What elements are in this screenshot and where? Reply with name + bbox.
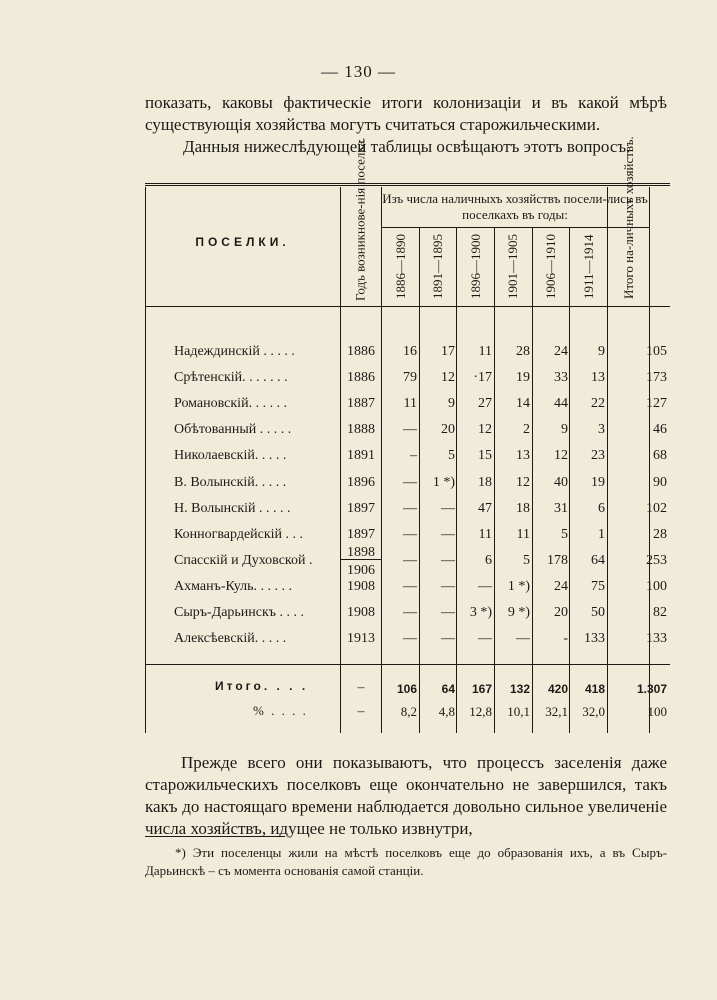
header-period: 1896—1900 bbox=[468, 234, 483, 299]
households-count: 11 bbox=[403, 396, 417, 412]
households-count: 12 bbox=[554, 448, 568, 464]
settlement-name: Спасскій и Духовской . bbox=[174, 552, 313, 568]
households-count: 79 bbox=[403, 370, 417, 386]
households-total: 68 bbox=[653, 448, 667, 464]
households-count: 33 bbox=[554, 370, 568, 386]
households-total: 173 bbox=[646, 370, 667, 386]
households-count: 3 *) bbox=[469, 605, 492, 620]
households-count: 13 bbox=[516, 448, 530, 464]
households-count: — bbox=[516, 631, 530, 647]
households-count: 28 bbox=[516, 344, 530, 359]
households-count: 9 bbox=[561, 422, 568, 438]
footnote-text: *) Эти поселенцы жили на мѣстѣ поселковъ еще до образованія ихъ, а въ Сыръ-Дарьинскѣ – съ момента основанія самой станціи. bbox=[145, 845, 667, 878]
households-count: 9 *) bbox=[507, 605, 530, 620]
header-year: Годъ возникнове-нія поселка. bbox=[352, 137, 368, 301]
header-period: 1906—1910 bbox=[543, 234, 558, 299]
households-count: 1 *) bbox=[507, 578, 530, 594]
settlement-year: 1896 bbox=[347, 474, 375, 490]
households-count: 12 bbox=[516, 474, 530, 490]
settlement-year: 1906 bbox=[347, 562, 375, 578]
households-count: — bbox=[441, 526, 455, 542]
percent-value: 32,1 bbox=[545, 704, 568, 719]
percent-year: – bbox=[357, 704, 365, 719]
totals-count: 64 bbox=[441, 682, 455, 696]
households-count: 24 bbox=[554, 344, 568, 359]
households-count: — bbox=[441, 578, 455, 594]
header-settlements: ПОСЕЛКИ. bbox=[195, 235, 290, 249]
settlement-year: 1908 bbox=[347, 605, 375, 620]
header-period: 1891—1895 bbox=[430, 234, 445, 299]
settlement-year: 1887 bbox=[347, 396, 375, 412]
percent-value: 10,1 bbox=[507, 704, 530, 719]
column-divider bbox=[607, 187, 608, 733]
header-period: 1901—1905 bbox=[505, 234, 520, 299]
percent-label: % . . . . bbox=[253, 703, 308, 718]
households-count: — bbox=[403, 605, 417, 620]
households-count: ·17 bbox=[473, 370, 492, 386]
column-divider bbox=[340, 187, 341, 733]
settlement-year: 1897 bbox=[347, 526, 375, 542]
settlement-year: 1898 bbox=[347, 544, 375, 560]
households-total: 127 bbox=[646, 396, 667, 412]
households-count: 75 bbox=[591, 578, 605, 594]
households-total: 253 bbox=[646, 552, 667, 568]
header-period: 1911—1914 bbox=[581, 234, 596, 299]
households-count: – bbox=[410, 448, 417, 464]
totals-count: 106 bbox=[396, 682, 417, 696]
settlement-name: Н. Волынскій . . . . . bbox=[174, 500, 291, 516]
households-count: — bbox=[403, 500, 417, 516]
totals-count: 418 bbox=[584, 682, 605, 696]
households-count: — bbox=[403, 552, 417, 568]
households-count: 44 bbox=[554, 396, 568, 412]
settlement-year: 1908 bbox=[347, 578, 375, 594]
percent-total: 100 bbox=[647, 704, 667, 719]
header-period: 1886—1890 bbox=[393, 234, 408, 299]
settlement-name: Конногвардейскій . . . bbox=[174, 526, 304, 542]
households-count: — bbox=[403, 526, 417, 542]
households-count: 23 bbox=[591, 448, 605, 464]
households-count: 6 bbox=[485, 552, 492, 568]
households-count: 47 bbox=[478, 500, 492, 516]
totals-label: Итого. . . . bbox=[215, 679, 309, 693]
page-number: — 130 — bbox=[321, 62, 396, 81]
settlement-year: 1913 bbox=[347, 631, 375, 647]
households-count: 9 bbox=[448, 396, 455, 412]
totals-rule bbox=[145, 664, 670, 665]
settlement-name: Николаевскій. . . . . bbox=[174, 448, 287, 464]
households-total: 100 bbox=[646, 578, 667, 594]
percent-value: 4,8 bbox=[438, 704, 455, 719]
header-period-group: Изъ числа наличныхъ хозяйствъ посели-лись въ поселкахъ въ годы: bbox=[382, 191, 648, 222]
settlement-year: 1886 bbox=[347, 344, 375, 359]
households-count: 40 bbox=[554, 474, 568, 490]
settlement-name: Алексѣевскій. . . . . bbox=[174, 631, 287, 647]
intro-paragraph-1: показать, каковы фактическіе итоги колонизаціи и въ какой мѣрѣ существующія хозяйства могутъ считаться старожильческими. bbox=[145, 93, 667, 134]
households-total: 28 bbox=[653, 526, 667, 542]
header-sub-rule bbox=[381, 227, 649, 228]
totals-count: 420 bbox=[547, 682, 568, 696]
households-count: 19 bbox=[591, 474, 605, 490]
households-total: 105 bbox=[646, 344, 667, 359]
households-count: 1 bbox=[598, 526, 605, 542]
households-count: — bbox=[403, 578, 417, 594]
households-count: — bbox=[441, 631, 455, 647]
households-count: 12 bbox=[478, 422, 492, 438]
totals-year: – bbox=[357, 680, 365, 695]
households-count: 1 *) bbox=[432, 474, 455, 490]
households-count: 19 bbox=[516, 370, 530, 386]
households-count: 64 bbox=[591, 552, 605, 568]
settlement-name: Обѣтованный . . . . . bbox=[174, 422, 292, 438]
totals-count: 132 bbox=[509, 682, 530, 696]
households-count: 11 bbox=[478, 344, 492, 359]
settlement-name: Ахманъ-Куль. . . . . . bbox=[174, 578, 293, 594]
households-count: 11 bbox=[516, 526, 530, 542]
households-count: 2 bbox=[523, 422, 530, 438]
body-text bbox=[145, 752, 667, 840]
households-count: 50 bbox=[591, 605, 605, 620]
households-count: 16 bbox=[403, 344, 417, 359]
households-count: — bbox=[478, 578, 492, 594]
households-count: 27 bbox=[478, 396, 492, 412]
households-count: — bbox=[403, 474, 417, 490]
footnote bbox=[145, 844, 667, 880]
settlement-year: 1891 bbox=[347, 448, 375, 464]
households-total: 90 bbox=[653, 474, 667, 490]
households-count: 11 bbox=[478, 526, 492, 542]
households-count: 20 bbox=[441, 422, 455, 438]
footnote-rule bbox=[145, 836, 285, 837]
households-count: 31 bbox=[554, 500, 568, 516]
settlement-name: Надеждинскій . . . . . bbox=[174, 344, 295, 359]
households-count: 14 bbox=[516, 396, 530, 412]
households-count: — bbox=[403, 631, 417, 647]
percent-value: 8,2 bbox=[400, 704, 417, 719]
header-total: Итого на-личныхъ хозяйствъ. bbox=[621, 136, 636, 299]
households-count: 20 bbox=[554, 605, 568, 620]
settlement-name: Романовскій. . . . . . bbox=[174, 396, 288, 412]
households-count: 3 bbox=[598, 422, 605, 438]
body-paragraph: Прежде всего они показываютъ, что процессъ заселенія даже старожильческихъ поселковъ еще окончательно не завершился, такъ какъ до настоящаго времени наблюдается довольно сильное увеличеніе числа хозяйствъ, идущее не только извнутри, bbox=[145, 753, 667, 838]
settlement-name: В. Волынскій. . . . . bbox=[174, 474, 287, 490]
settlement-year: 1886 bbox=[347, 370, 375, 386]
households-count: 6 bbox=[598, 500, 605, 516]
percent-value: 32,0 bbox=[582, 704, 605, 719]
totals-grand: 1.307 bbox=[636, 682, 667, 696]
settlement-year: 1897 bbox=[347, 500, 375, 516]
households-total: 133 bbox=[646, 631, 667, 647]
households-count: 5 bbox=[561, 526, 568, 542]
households-count: 133 bbox=[584, 631, 605, 647]
households-count: 24 bbox=[554, 578, 568, 594]
totals-count: 167 bbox=[471, 682, 492, 696]
households-count: 178 bbox=[547, 552, 568, 568]
households-total: 46 bbox=[653, 422, 667, 438]
table-border-left bbox=[145, 187, 146, 733]
settlement-year: 1888 bbox=[347, 422, 375, 438]
households-count: 15 bbox=[478, 448, 492, 464]
households-total: 102 bbox=[646, 500, 667, 516]
households-count: 9 bbox=[598, 344, 605, 359]
households-count: 18 bbox=[478, 474, 492, 490]
households-count: — bbox=[441, 605, 455, 620]
households-count: 5 bbox=[523, 552, 530, 568]
households-count: — bbox=[478, 631, 492, 647]
households-count: — bbox=[441, 552, 455, 568]
households-count: 13 bbox=[591, 370, 605, 386]
households-count: 18 bbox=[516, 500, 530, 516]
intro-paragraph-2: Данныя нижеслѣдующей таблицы освѣщаютъ этотъ вопросъ. bbox=[183, 137, 631, 156]
settlement-name: Срѣтенскій. . . . . . . bbox=[174, 370, 288, 386]
table-top-rule bbox=[145, 183, 670, 186]
households-total: 82 bbox=[653, 605, 667, 620]
header-bottom-rule bbox=[145, 306, 670, 307]
intro-text bbox=[145, 92, 667, 158]
households-count: 22 bbox=[591, 396, 605, 412]
households-count: — bbox=[403, 422, 417, 438]
households-count: 5 bbox=[448, 448, 455, 464]
households-count: 17 bbox=[441, 344, 455, 359]
households-count: — bbox=[441, 500, 455, 516]
households-count: - bbox=[563, 631, 568, 647]
percent-value: 12,8 bbox=[469, 704, 492, 719]
households-count: 12 bbox=[441, 370, 455, 386]
settlement-name: Сыръ-Дарьинскъ . . . . bbox=[174, 605, 305, 620]
